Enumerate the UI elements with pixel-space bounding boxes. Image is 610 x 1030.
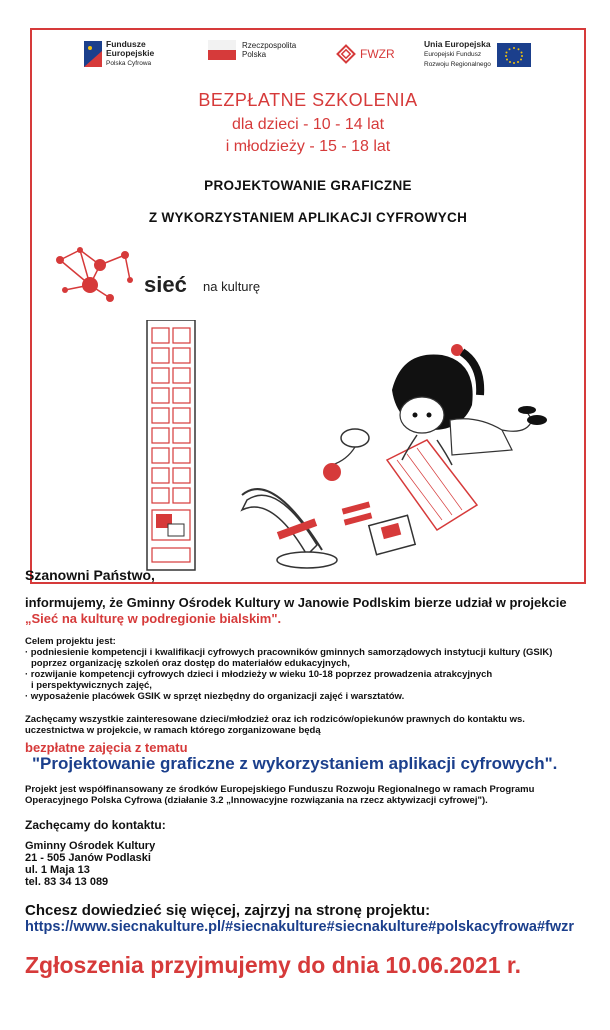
logo-bar — [32, 30, 584, 90]
contact-header: Zachęcamy do kontaktu: — [25, 818, 166, 832]
fe-sub: Polska Cyfrowa — [106, 60, 152, 67]
network-logo-icon — [50, 240, 145, 310]
toolbar-panel-icon — [147, 320, 195, 570]
invitation-line1: Zachęcamy wszystkie zainteresowane dzieci/młodzież oraz ich rodziców/opiekunów prawnych do kontaktu ws. — [25, 714, 525, 725]
address-line3: ul. 1 Maja 13 — [25, 864, 90, 876]
course-title-line2: Z WYKORZYSTANIEM APLIKACJI CYFROWYCH — [148, 210, 468, 225]
stationery-icon — [342, 501, 416, 554]
monitor-icon — [242, 489, 337, 568]
eu-flag-icon — [497, 43, 531, 67]
age-range-youth: i młodzieży - 15 - 18 lat — [225, 138, 391, 155]
goal-item-2: · rozwijanie kompetencji cyfrowych dzieci i młodzieży w wieku 10-18 poprzez prowadzenia atrakcyjnych — [25, 669, 493, 680]
age-range-children: dla dzieci - 10 - 14 lat — [231, 116, 385, 133]
goal-item-3: · wyposażenie placówek GSIK w sprzęt niezbędny do organizacji zajęć i warsztatów. — [25, 691, 405, 702]
course-title-line1: PROJEKTOWANIE GRAFICZNE — [204, 178, 412, 193]
mouse-icon — [323, 429, 369, 481]
brand-na-kulture: na kulturę — [203, 279, 261, 294]
ue-sub2: Rozwoju Regionalnego — [424, 61, 491, 68]
illustration-graphics-kid — [132, 320, 572, 580]
address-line2: 21 - 505 Janów Podlaski — [25, 852, 151, 864]
fwzr-text: FWZR — [360, 47, 395, 61]
course-topic: "Projektowanie graficzne z wykorzystaniem aplikacji cyfrowych". — [32, 754, 558, 773]
intro-text: informujemy, że Gminny Ośrodek Kultury w Janowie Podlskim bierze udział w projekcie — [25, 595, 567, 610]
funding-paragraph — [25, 784, 590, 806]
poster-frame — [30, 28, 586, 584]
invitation-paragraph — [25, 714, 590, 736]
fwzr-logo — [336, 44, 395, 64]
contact-address — [25, 840, 590, 888]
rp-title2: Polska — [242, 50, 267, 59]
ue-title: Unia Europejska — [424, 39, 491, 49]
fe-title2: Europejskie — [106, 48, 155, 58]
fundusze-europejskie-logo — [84, 40, 154, 68]
project-name: „Sieć na kulturę w podregionie bialskim". — [25, 611, 282, 626]
greeting: Szanowni Państwo, — [25, 567, 155, 583]
fe-title: Fundusze — [106, 39, 146, 49]
intro-paragraph — [25, 595, 590, 627]
ue-sub1: Europejski Fundusz — [424, 51, 482, 58]
rp-title: Rzeczpospolita — [242, 41, 297, 50]
goal-item-1-cont: poprzez organizację szkoleń oraz dostęp do materiałów edukacyjnych, — [31, 658, 350, 669]
project-url-link[interactable]: https://www.siecnakulture.pl/#siecnakulture#siecnakulture#polskacyfrowa#fwzr — [25, 919, 575, 935]
fe-flag-icon — [84, 41, 102, 67]
polish-flag-icon — [208, 40, 236, 60]
rzeczpospolita-logo — [208, 40, 296, 60]
address-phone: tel. 83 34 13 089 — [25, 876, 109, 888]
goal-item-2-cont: i perspektywicznych zajęć, — [31, 680, 152, 691]
free-classes-label: bezpłatne zajęcia z tematu — [25, 740, 188, 755]
goals-list — [25, 636, 590, 702]
more-info-text: Chcesz dowiedzieć się więcej, zajrzyj na stronę projektu: — [25, 902, 431, 919]
funding-line1: Projekt jest współfinansowany ze środków Europejskiego Funduszu Rozwoju Regionalnego w ramach Programu — [25, 784, 535, 795]
funding-line2: Operacyjnego Polska Cyfrowa (działanie 3.2 „Innowacyjne rozwiązania na rzecz aktywizacji cyfrowej"). — [25, 795, 488, 806]
address-line1: Gminny Ośrodek Kultury — [25, 840, 156, 852]
goals-header: Celem projektu jest: — [25, 636, 116, 647]
brand-siec: sieć — [144, 272, 187, 297]
poster-title: BEZPŁATNE SZKOLENIA — [198, 90, 418, 110]
unia-europejska-logo — [424, 40, 531, 69]
invitation-line2: uczestnictwa w projekcie, w ramach którego zorganizowane będą — [25, 725, 321, 736]
fwzr-diamond-icon — [336, 44, 356, 64]
deadline-notice: Zgłoszenia przyjmujemy do dnia 10.06.2021 r. — [25, 952, 521, 978]
goal-item-1: · podniesienie kompetencji i kwalifikacji cyfrowych pracowników gminnych samorządowych instytucji kultury (GSIK) — [25, 647, 553, 658]
